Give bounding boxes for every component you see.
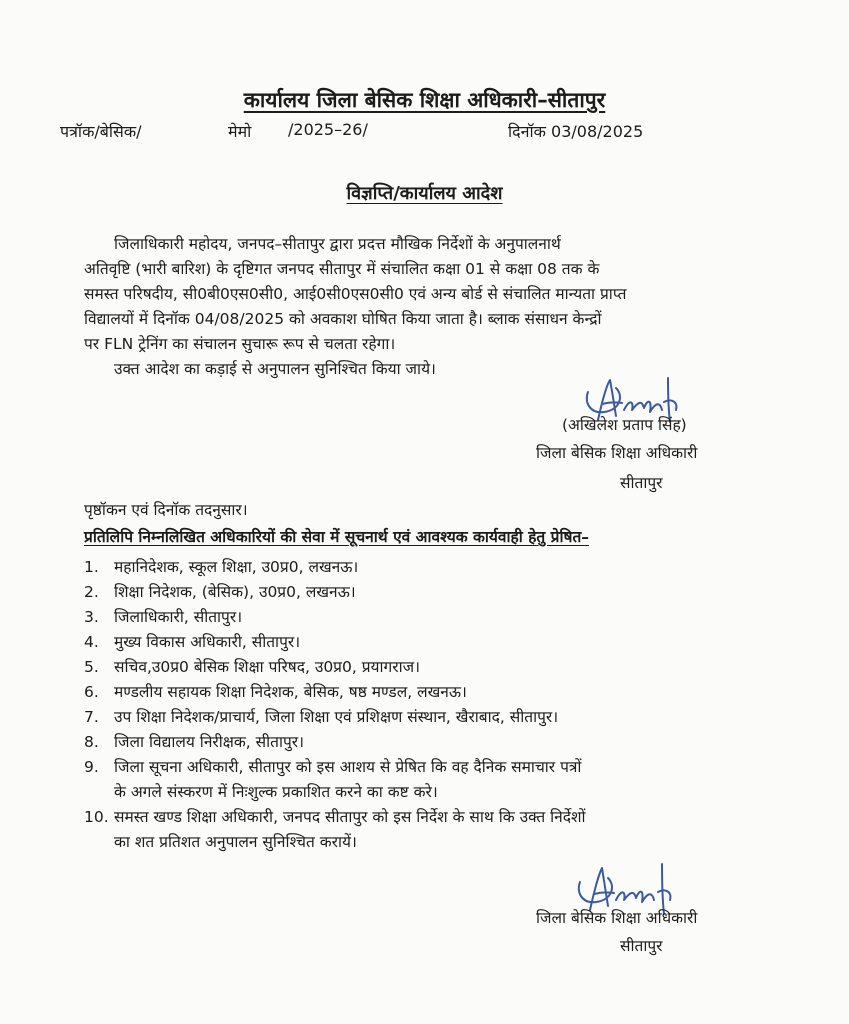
list-text: जिलाधिकारी, सीतापुर। bbox=[114, 608, 243, 626]
list-text: मण्डलीय सहायक शिक्षा निदेशक, बेसिक, षष्ठ मण्डल, लखनऊ। bbox=[114, 683, 467, 701]
endorsement-line: पृष्ठॉकन एवं दिनॉक तदनुसार। bbox=[84, 501, 248, 519]
order-date: दिनॉक 03/08/2025 bbox=[508, 122, 644, 141]
copy-list bbox=[84, 555, 774, 855]
list-text: उप शिक्षा निदेशक/प्राचार्य, जिला शिक्षा एवं प्रशिक्षण संस्थान, खैराबाद, सीतापुर। bbox=[114, 708, 559, 726]
list-item bbox=[84, 580, 774, 605]
list-number: 5. bbox=[84, 658, 99, 676]
list-number: 2. bbox=[84, 583, 99, 601]
order-line: जिलाधिकारी महोदय, जनपद–सीतापुर द्वारा प्रदत्त मौखिक निर्देशों के अनुपालनार्थ bbox=[114, 235, 561, 253]
notice-title: विज्ञप्ति/कार्यालय आदेश bbox=[346, 183, 503, 204]
order-line: विद्यालयों में दिनॉक 04/08/2025 को अवकाश घोषित किया जाता है। ब्लाक संसाधन केन्द्रों bbox=[84, 310, 602, 328]
reference-label: पत्रॉक/बेसिक/ bbox=[60, 122, 142, 141]
list-item bbox=[84, 680, 774, 705]
list-item bbox=[84, 755, 774, 805]
order-line: समस्त परिषदीय, सी0बी0एस0सी0, आई0सी0एस0सी0 एवं अन्य बोर्ड से संचालित मान्यता प्राप्त bbox=[84, 285, 627, 303]
list-text: मुख्य विकास अधिकारी, सीतापुर। bbox=[114, 633, 301, 651]
list-number: 3. bbox=[84, 608, 99, 626]
list-number: 9. bbox=[84, 758, 99, 776]
closing-place: सीतापुर bbox=[620, 937, 663, 955]
closing-designation: जिला बेसिक शिक्षा अधिकारी bbox=[536, 909, 698, 927]
order-line: अतिवृष्टि (भारी बारिश) के दृष्टिगत जनपद सीतापुर में संचालित कक्षा 01 से कक्षा 08 तक के bbox=[84, 260, 600, 278]
list-number: 6. bbox=[84, 683, 99, 701]
list-item bbox=[84, 705, 774, 730]
list-text: सचिव,उ0प्र0 बेसिक शिक्षा परिषद, उ0प्र0, प्रयागराज। bbox=[114, 658, 421, 676]
list-text: महानिदेशक, स्कूल शिक्षा, उ0प्र0, लखनऊ। bbox=[114, 558, 359, 576]
list-number: 4. bbox=[84, 633, 99, 651]
list-item bbox=[84, 630, 774, 655]
office-title: कार्यालय जिला बेसिक शिक्षा अधिकारी–सीतापुर bbox=[243, 88, 606, 112]
order-line: पर FLN ट्रेनिंग का संचालन सुचारू रूप से चलता रहेगा। bbox=[84, 335, 396, 353]
list-number: 1. bbox=[84, 558, 99, 576]
officer-name: (अखिलेश प्रताप सिंह) bbox=[562, 416, 687, 434]
list-text: के अगले संस्करण में निःशुल्क प्रकाशित करने का कष्ट करे। bbox=[114, 783, 438, 801]
list-number: 7. bbox=[84, 708, 99, 726]
list-item bbox=[84, 605, 774, 630]
list-item bbox=[84, 730, 774, 755]
session-year: /2025–26/ bbox=[288, 120, 368, 139]
memo-label: मेमो bbox=[228, 122, 252, 141]
list-number: 8. bbox=[84, 733, 99, 751]
list-number: 10. bbox=[84, 808, 109, 826]
list-item bbox=[84, 805, 774, 855]
list-text: समस्त खण्ड शिक्षा अधिकारी, जनपद सीतापुर को इस निर्देश के साथ कि उक्त निर्देशों bbox=[114, 808, 586, 826]
list-text: जिला विद्यालय निरीक्षक, सीतापुर। bbox=[114, 733, 305, 751]
list-text: जिला सूचना अधिकारी, सीतापुर को इस आशय से प्रेषित कि वह दैनिक समाचार पत्रों bbox=[114, 758, 582, 776]
list-text: शिक्षा निदेशक, (बेसिक), उ0प्र0, लखनऊ। bbox=[114, 583, 356, 601]
compliance-line: उक्त आदेश का कड़ाई से अनुपालन सुनिश्चित किया जाये। bbox=[114, 360, 436, 378]
officer-place: सीतापुर bbox=[620, 474, 663, 492]
order-body bbox=[84, 232, 764, 382]
officer-designation: जिला बेसिक शिक्षा अधिकारी bbox=[536, 444, 698, 462]
copy-heading: प्रतिलिपि निम्नलिखित अधिकारियों की सेवा में सूचनार्थ एवं आवश्यक कार्यवाही हेतु प्रेषित– bbox=[84, 528, 590, 546]
list-text: का शत प्रतिशत अनुपालन सुनिश्चित करायें। bbox=[114, 833, 357, 851]
list-item bbox=[84, 655, 774, 680]
list-item bbox=[84, 555, 774, 580]
